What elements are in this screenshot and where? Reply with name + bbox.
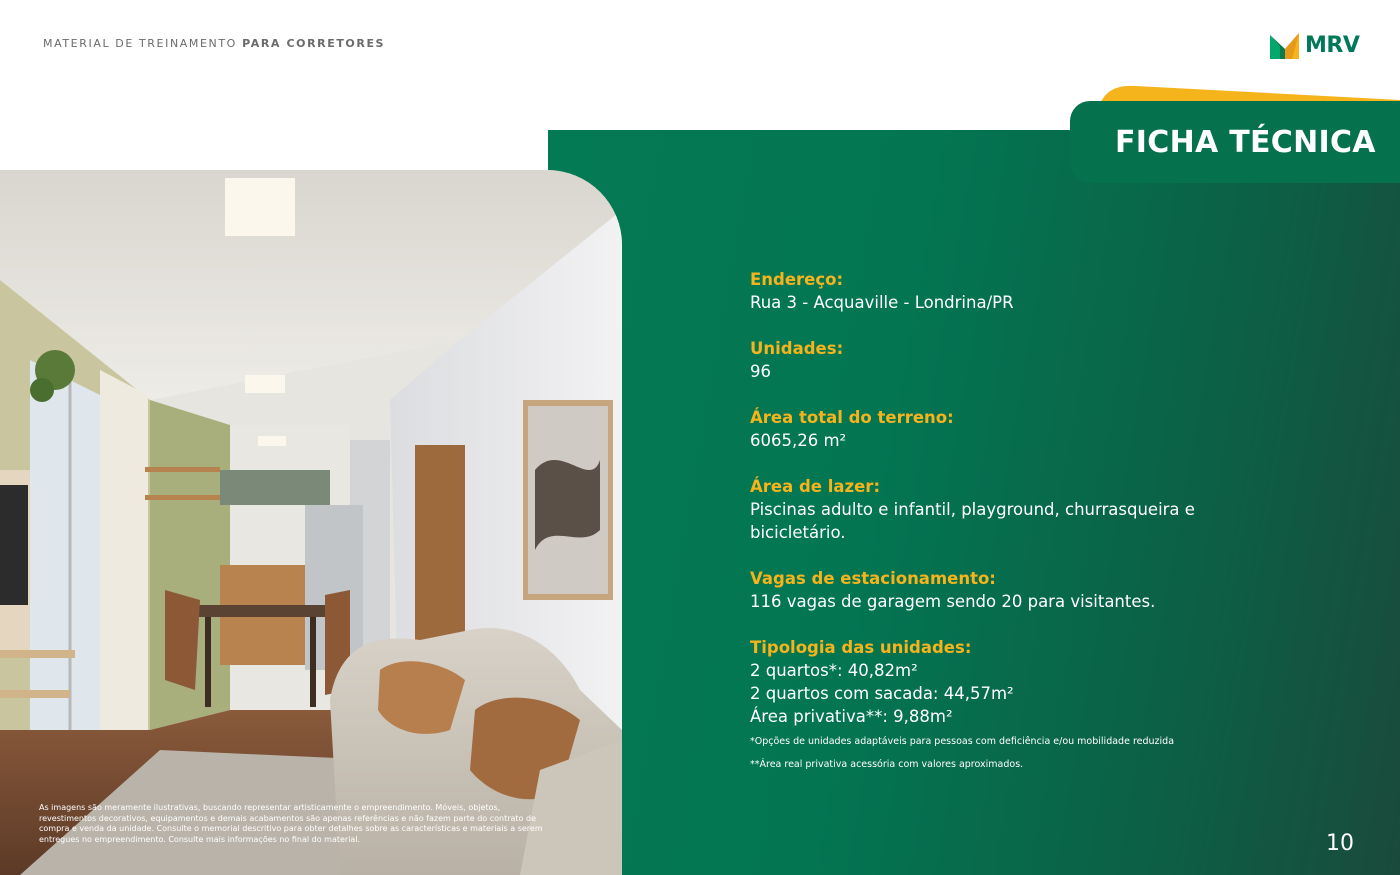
detail-value: 2 quartos com sacada: 44,57m² — [750, 684, 1014, 703]
detail-label: Unidades: — [750, 339, 844, 358]
page-number: 10 — [1326, 831, 1354, 856]
mrv-logo-icon — [1270, 31, 1300, 59]
detail-address — [750, 268, 1270, 314]
detail-units — [750, 337, 1270, 383]
detail-label: Vagas de estacionamento: — [750, 569, 996, 588]
footnote-private-area: **Área real privativa acessória com valores aproximados. — [750, 759, 1024, 770]
technical-sheet — [750, 268, 1270, 771]
detail-label: Área total do terreno: — [750, 408, 954, 427]
detail-label: Tipologia das unidades: — [750, 638, 972, 657]
detail-value: 96 — [750, 362, 771, 381]
detail-value: Piscinas adulto e infantil, playground, churrasqueira e bicicletário. — [750, 500, 1195, 542]
detail-label: Área de lazer: — [750, 477, 881, 496]
interior-photo — [0, 170, 622, 875]
detail-value: Área privativa**: 9,88m² — [750, 707, 953, 726]
mrv-logo-text: MRV — [1305, 32, 1360, 58]
title-tab — [1070, 101, 1400, 183]
detail-leisure-area — [750, 475, 1270, 544]
header-prefix: MATERIAL DE TREINAMENTO — [43, 37, 237, 50]
header-text — [43, 37, 385, 50]
detail-value: 116 vagas de garagem sendo 20 para visitantes. — [750, 592, 1156, 611]
detail-value: 2 quartos*: 40,82m² — [750, 661, 918, 680]
image-disclaimer: As imagens são meramente ilustrativas, buscando representar artisticamente o empreendimento. Móveis, objetos, revestimentos decorativos, equipamentos e demais acabamentos são apenas referências e não fazem parte do contrato de compra e venda da unidade. Consulte o memorial descritivo para obter detalhes sobre as características e materiais a serem entregues no empreendimento. Consulte mais informações no final do material. — [39, 803, 543, 844]
page-title: FICHA TÉCNICA — [1115, 124, 1376, 160]
footnote-adaptable: *Opções de unidades adaptáveis para pessoas com deficiência e/ou mobilidade reduzida — [750, 736, 1175, 747]
detail-value: Rua 3 - Acquaville - Londrina/PR — [750, 293, 1014, 312]
detail-label: Endereço: — [750, 270, 844, 289]
mrv-logo — [1270, 30, 1359, 60]
detail-land-area — [750, 406, 1270, 452]
detail-value: 6065,26 m² — [750, 431, 847, 450]
detail-unit-types — [750, 636, 1270, 728]
header-bold: PARA CORRETORES — [242, 37, 386, 50]
detail-parking — [750, 567, 1270, 613]
